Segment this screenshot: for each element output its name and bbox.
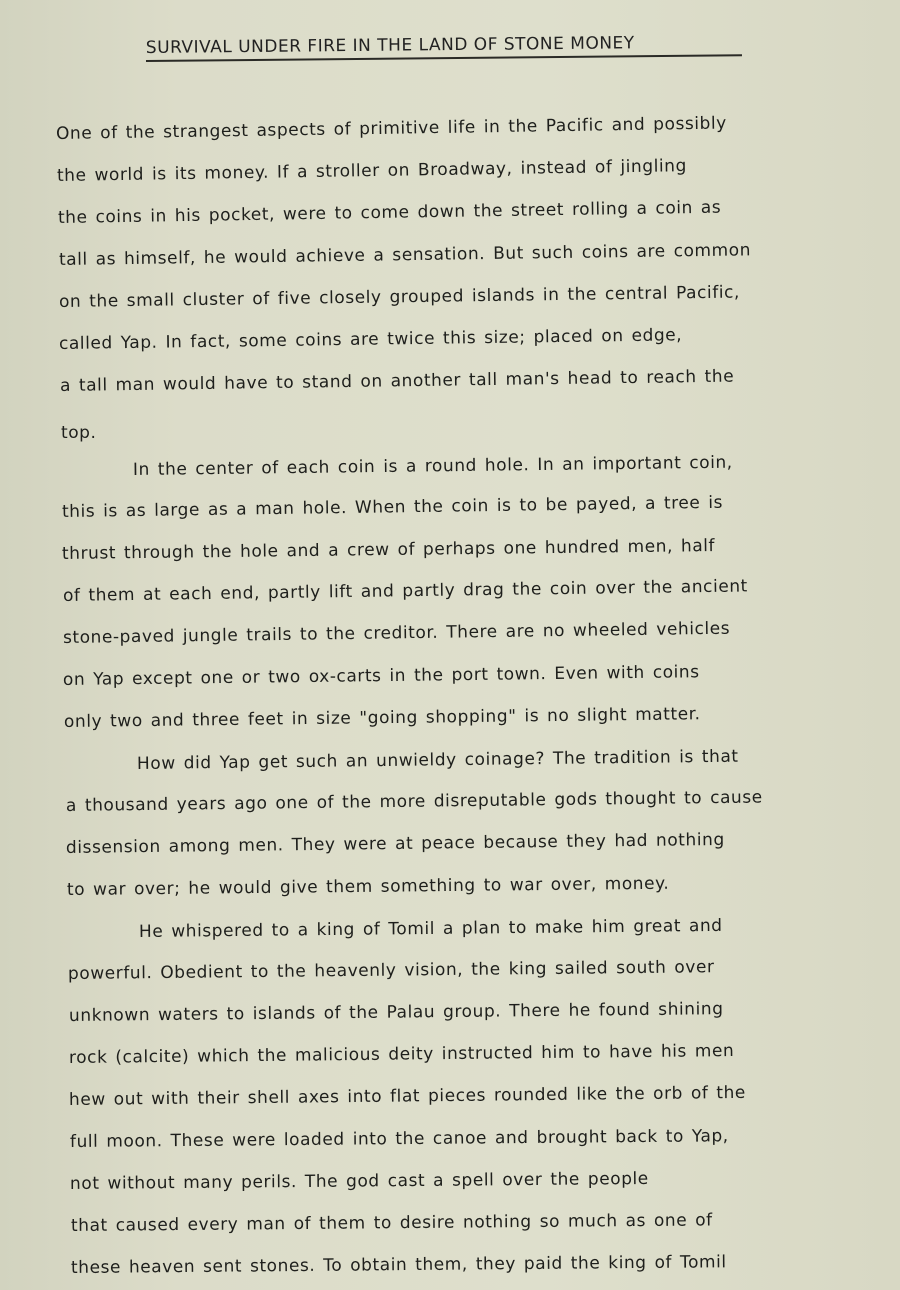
text-line: the coins in his pocket, were to come down the street rolling a coin as <box>57 197 722 228</box>
text-line: called Yap. In fact, some coins are twice this size; placed on edge, <box>58 325 683 354</box>
text-line: He whispered to a king of Tomil a plan to make him great and <box>138 915 723 942</box>
text-line: hew out with their shell axes into flat pieces rounded like the orb of the <box>68 1082 747 1110</box>
text-line: of them at each end, partly lift and partly drag the coin over the ancient <box>62 576 748 606</box>
text-line: a tall man would have to stand on another tall man's head to reach the <box>59 366 735 396</box>
text-line: that caused every man of them to desire nothing so much as one of <box>70 1210 713 1236</box>
text-line: these heaven sent stones. To obtain them, they paid the king of Tomil <box>70 1252 727 1278</box>
text-line: thrust through the hole and a crew of perhaps one hundred men, half <box>61 536 716 564</box>
text-line: top. <box>61 423 97 443</box>
text-line: this is as large as a man hole. When the coin is to be payed, a tree is <box>61 492 724 522</box>
text-line: stone-paved jungle trails to the creditor. There are no wheeled vehicles <box>62 618 731 648</box>
text-line: rock (calcite) which the malicious deity instructed him to have his men <box>68 1041 735 1068</box>
text-line: In the center of each coin is a round hole. In an important coin, <box>132 452 733 480</box>
text-line: How did Yap get such an unwieldy coinage? The tradition is that <box>136 746 739 774</box>
text-line: not without many perils. The god cast a spell over the people <box>69 1168 649 1194</box>
text-line: on the small cluster of five closely grouped islands in the central Pacific, <box>58 282 741 312</box>
text-line: One of the strangest aspects of primitive life in the Pacific and possibly <box>55 113 727 144</box>
text-line: on Yap except one or two ox-carts in the port town. Even with coins <box>62 662 700 690</box>
text-line: unknown waters to islands of the Palau group. There he found shining <box>68 999 724 1026</box>
text-line: a thousand years ago one of the more disreputable gods thought to cause <box>65 787 763 816</box>
text-line: the world is its money. If a stroller on Broadway, instead of jingling <box>56 156 688 186</box>
text-line: to war over; he would give them something to war over, money. <box>66 873 670 900</box>
text-line: dissension among men. They were at peace because they had nothing <box>65 829 725 858</box>
text-line: full moon. These were loaded into the canoe and brought back to Yap, <box>69 1126 729 1152</box>
text-line: powerful. Obedient to the heavenly vision, the king sailed south over <box>67 957 715 984</box>
text-line: tall as himself, he would achieve a sensation. But such coins are common <box>58 240 752 270</box>
page-title: SURVIVAL UNDER FIRE IN THE LAND OF STONE MONEY <box>146 32 742 62</box>
text-line: only two and three feet in size "going shopping" is no slight matter. <box>63 704 701 732</box>
